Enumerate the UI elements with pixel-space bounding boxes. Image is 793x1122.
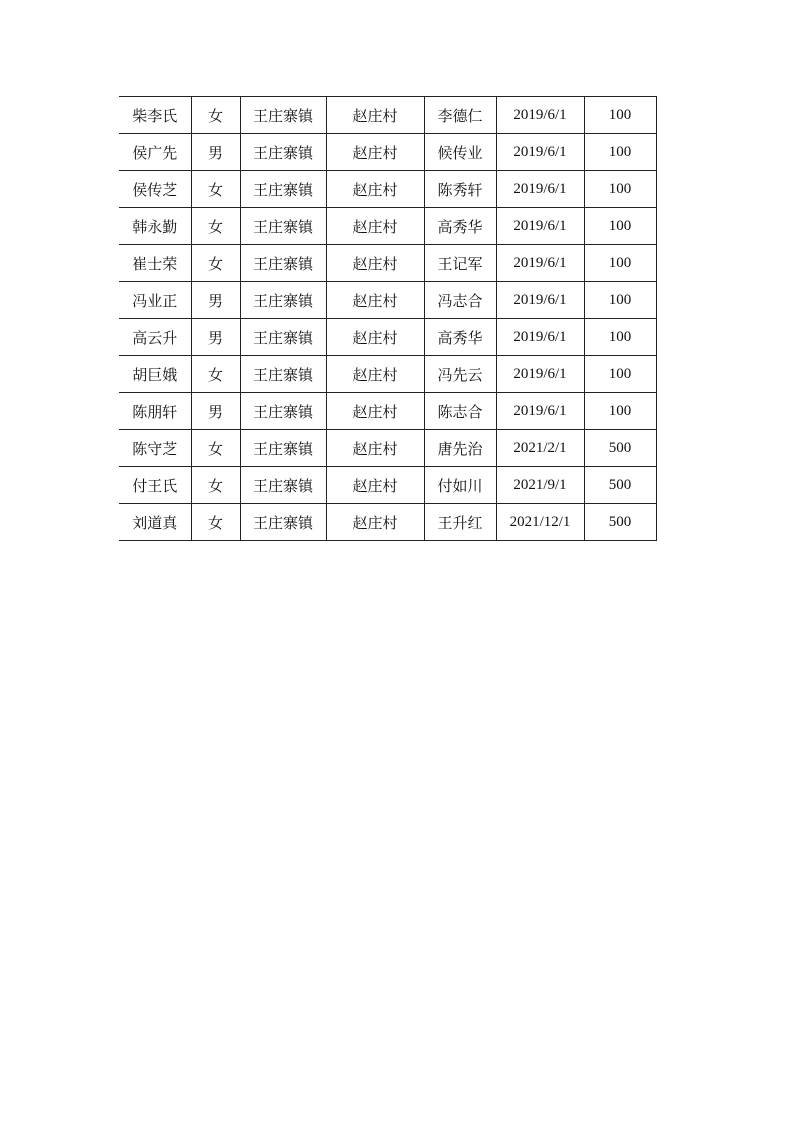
date-cell: 2019/6/1 [496, 134, 584, 171]
recipient-cell: 候传业 [424, 134, 496, 171]
village-cell: 赵庄村 [326, 430, 424, 467]
amount-cell: 100 [584, 356, 656, 393]
village-cell: 赵庄村 [326, 356, 424, 393]
amount-cell: 100 [584, 97, 656, 134]
name-cell: 侯传芝 [119, 171, 191, 208]
town-cell: 王庄寨镇 [240, 282, 326, 319]
roster-table-body [119, 97, 656, 541]
recipient-cell: 高秀华 [424, 319, 496, 356]
amount-cell: 500 [584, 504, 656, 541]
gender-cell: 女 [191, 245, 240, 282]
table-row [119, 282, 656, 319]
recipient-cell: 付如川 [424, 467, 496, 504]
amount-cell: 100 [584, 245, 656, 282]
town-cell: 王庄寨镇 [240, 393, 326, 430]
name-cell: 刘道真 [119, 504, 191, 541]
recipient-cell: 冯先云 [424, 356, 496, 393]
name-cell: 韩永勤 [119, 208, 191, 245]
date-cell: 2019/6/1 [496, 319, 584, 356]
town-cell: 王庄寨镇 [240, 208, 326, 245]
recipient-cell: 冯志合 [424, 282, 496, 319]
gender-cell: 男 [191, 319, 240, 356]
gender-cell: 女 [191, 171, 240, 208]
table-row [119, 467, 656, 504]
village-cell: 赵庄村 [326, 504, 424, 541]
name-cell: 冯业正 [119, 282, 191, 319]
gender-cell: 女 [191, 97, 240, 134]
name-cell: 高云升 [119, 319, 191, 356]
recipient-cell: 李德仁 [424, 97, 496, 134]
recipient-cell: 陈志合 [424, 393, 496, 430]
table-row [119, 97, 656, 134]
village-cell: 赵庄村 [326, 319, 424, 356]
town-cell: 王庄寨镇 [240, 97, 326, 134]
amount-cell: 500 [584, 430, 656, 467]
date-cell: 2019/6/1 [496, 356, 584, 393]
town-cell: 王庄寨镇 [240, 504, 326, 541]
recipient-cell: 王升红 [424, 504, 496, 541]
recipient-cell: 唐先治 [424, 430, 496, 467]
date-cell: 2021/12/1 [496, 504, 584, 541]
amount-cell: 100 [584, 393, 656, 430]
table-row [119, 504, 656, 541]
village-cell: 赵庄村 [326, 393, 424, 430]
roster-table [119, 96, 657, 541]
recipient-cell: 王记军 [424, 245, 496, 282]
table-row [119, 393, 656, 430]
town-cell: 王庄寨镇 [240, 245, 326, 282]
town-cell: 王庄寨镇 [240, 467, 326, 504]
gender-cell: 女 [191, 504, 240, 541]
date-cell: 2021/9/1 [496, 467, 584, 504]
village-cell: 赵庄村 [326, 134, 424, 171]
date-cell: 2019/6/1 [496, 97, 584, 134]
date-cell: 2019/6/1 [496, 245, 584, 282]
name-cell: 胡巨娥 [119, 356, 191, 393]
name-cell: 侯广先 [119, 134, 191, 171]
date-cell: 2019/6/1 [496, 393, 584, 430]
table-row [119, 319, 656, 356]
town-cell: 王庄寨镇 [240, 319, 326, 356]
village-cell: 赵庄村 [326, 97, 424, 134]
table-row [119, 430, 656, 467]
village-cell: 赵庄村 [326, 171, 424, 208]
date-cell: 2019/6/1 [496, 171, 584, 208]
name-cell: 崔士荣 [119, 245, 191, 282]
date-cell: 2019/6/1 [496, 282, 584, 319]
amount-cell: 100 [584, 134, 656, 171]
recipient-cell: 高秀华 [424, 208, 496, 245]
gender-cell: 女 [191, 430, 240, 467]
village-cell: 赵庄村 [326, 245, 424, 282]
town-cell: 王庄寨镇 [240, 134, 326, 171]
amount-cell: 100 [584, 319, 656, 356]
gender-cell: 女 [191, 467, 240, 504]
amount-cell: 100 [584, 282, 656, 319]
name-cell: 陈朋轩 [119, 393, 191, 430]
amount-cell: 100 [584, 208, 656, 245]
table-row [119, 171, 656, 208]
date-cell: 2021/2/1 [496, 430, 584, 467]
table-row [119, 245, 656, 282]
table-row [119, 208, 656, 245]
gender-cell: 男 [191, 393, 240, 430]
gender-cell: 男 [191, 282, 240, 319]
village-cell: 赵庄村 [326, 208, 424, 245]
town-cell: 王庄寨镇 [240, 356, 326, 393]
name-cell: 付王氏 [119, 467, 191, 504]
gender-cell: 男 [191, 134, 240, 171]
town-cell: 王庄寨镇 [240, 430, 326, 467]
town-cell: 王庄寨镇 [240, 171, 326, 208]
gender-cell: 女 [191, 208, 240, 245]
amount-cell: 500 [584, 467, 656, 504]
name-cell: 陈守芝 [119, 430, 191, 467]
recipient-cell: 陈秀轩 [424, 171, 496, 208]
village-cell: 赵庄村 [326, 467, 424, 504]
name-cell: 柴李氏 [119, 97, 191, 134]
amount-cell: 100 [584, 171, 656, 208]
village-cell: 赵庄村 [326, 282, 424, 319]
table-row [119, 134, 656, 171]
gender-cell: 女 [191, 356, 240, 393]
table-row [119, 356, 656, 393]
date-cell: 2019/6/1 [496, 208, 584, 245]
